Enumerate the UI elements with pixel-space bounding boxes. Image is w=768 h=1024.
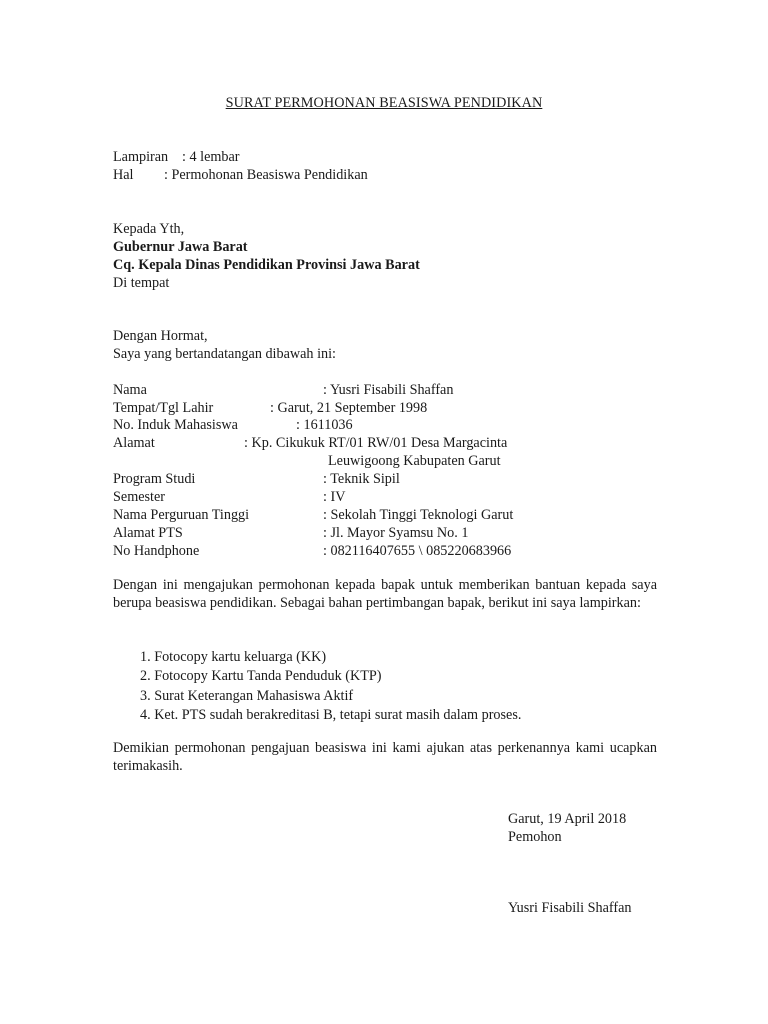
field-value: : Yusri Fisabili Shaffan (323, 382, 454, 398)
intro-line: Saya yang bertandatangan dibawah ini: (113, 346, 336, 362)
field-value: : Sekolah Tinggi Teknologi Garut (323, 507, 514, 523)
list-item: 1. Fotocopy kartu keluarga (KK) (140, 649, 327, 665)
list-item: 3. Surat Keterangan Mahasiswa Aktif (140, 687, 354, 704)
lampiran-label: Lampiran (113, 149, 169, 165)
field-value: : Garut, 21 September 1998 (270, 400, 428, 416)
recipient-greeting: Kepada Yth, (113, 221, 185, 237)
field-label: Semester (113, 489, 166, 505)
field-label: Nama Perguruan Tinggi (113, 507, 250, 523)
field-label: Nama (113, 382, 147, 398)
recipient-office: Cq. Kepala Dinas Pendidikan Provinsi Jawa Barat (113, 257, 420, 273)
field-label: Alamat (113, 435, 155, 451)
closing-paragraph: Demikian permohonan pengajuan beasiswa ini kami ajukan atas perkenannya kami ucapkan terimakasih. (113, 740, 657, 774)
signer-name: Yusri Fisabili Shaffan (508, 900, 632, 916)
field-label: Tempat/Tgl Lahir (113, 400, 214, 416)
list-item: 4. Ket. PTS sudah berakreditasi B, tetapi surat masih dalam proses. (140, 706, 522, 723)
hal-value: : Permohonan Beasiswa Pendidikan (164, 167, 368, 183)
field-label: Program Studi (113, 471, 196, 487)
field-value: : Jl. Mayor Syamsu No. 1 (323, 525, 469, 541)
place-date: Garut, 19 April 2018 (508, 811, 627, 827)
salutation: Dengan Hormat, (113, 328, 208, 344)
attachment-list (140, 648, 521, 725)
list-item: 2. Fotocopy Kartu Tanda Penduduk (KTP) (140, 668, 382, 685)
letter-title: SURAT PERMOHONAN BEASISWA PENDIDIKAN (225, 95, 543, 111)
field-value-continuation: Leuwigoong Kabupaten Garut (328, 453, 501, 469)
field-label: Alamat PTS (113, 525, 183, 541)
recipient-location: Di tempat (113, 275, 170, 291)
field-value: : 1611036 (296, 417, 353, 433)
signer-role: Pemohon (508, 829, 562, 845)
field-value: : 082116407655 \ 085220683966 (323, 543, 512, 559)
recipient-name: Gubernur Jawa Barat (113, 239, 248, 255)
lampiran-value: : 4 lembar (182, 149, 240, 165)
field-value: : Kp. Cikukuk RT/01 RW/01 Desa Margacinta (244, 435, 508, 451)
hal-label: Hal (113, 167, 134, 183)
field-label: No. Induk Mahasiswa (113, 417, 238, 433)
body-paragraph: Dengan ini mengajukan permohonan kepada bapak untuk memberikan bantuan kepada saya berupa beasiswa pendidikan. Sebagai bahan pertimbangan bapak, berikut ini saya lampirkan: (113, 577, 657, 611)
field-value: : Teknik Sipil (323, 471, 400, 487)
field-value: : IV (323, 489, 346, 505)
field-label: No Handphone (113, 543, 200, 559)
